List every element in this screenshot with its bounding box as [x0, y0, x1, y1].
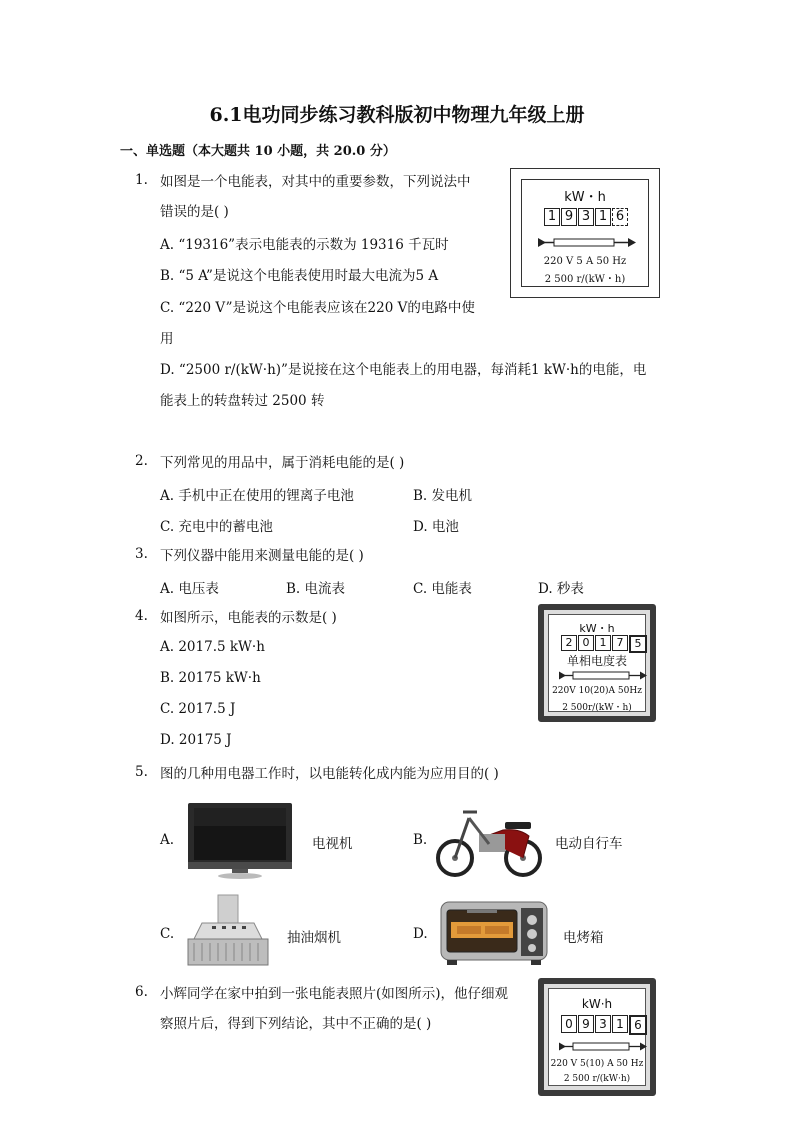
- option-d-cont: 能表上的转盘转过 2500 转: [160, 393, 325, 409]
- option-c-cont: 用: [160, 331, 174, 347]
- meter-spec: 220V 10(20)A 50Hz: [552, 686, 642, 696]
- question-number: 3.: [135, 546, 148, 562]
- option-a-label: 电视机: [312, 836, 353, 852]
- option-b: B. 电流表: [286, 581, 346, 597]
- question-stem: 下列仪器中能用来测量电能的是( ): [160, 548, 364, 564]
- meter-digit: 5: [629, 635, 647, 653]
- question-stem: 图的几种用电器工作时，以电能转化成内能为应用目的( ): [160, 766, 499, 782]
- electric-meter-figure: [538, 978, 656, 1096]
- meter-digit: 0: [561, 1015, 577, 1033]
- question-stem: 小辉同学在家中拍到一张电能表照片(如图所示)，他仔细观: [160, 986, 509, 1002]
- option-c: C. 2017.5 J: [160, 701, 236, 717]
- tv-icon: [184, 800, 296, 880]
- meter-name: 单相电度表: [566, 654, 627, 668]
- option-d: D. 秒表: [538, 581, 584, 597]
- meter-spec: 2 500 r/(kW·h): [563, 1074, 631, 1084]
- meter-spec: 2 500r/(kW・h): [562, 703, 632, 713]
- meter-spec: 220 V 5 A 50 Hz: [543, 256, 627, 267]
- meter-digit: 1: [544, 208, 560, 226]
- question-stem: 如图所示，电能表的示数是( ): [160, 610, 337, 626]
- meter-digit: 3: [578, 208, 594, 226]
- meter-digit: 2: [561, 635, 577, 651]
- option-a: A. 电压表: [160, 581, 219, 597]
- option-d: D. 20175 J: [160, 732, 232, 748]
- option-b: B. “5 A”是说这个电能表使用时最大电流为5 A: [160, 268, 439, 284]
- range-hood-icon: [182, 893, 274, 975]
- meter-digit: 3: [595, 1015, 611, 1033]
- option-d: D. “2500 r/(kW·h)”是说接在这个电能表上的用电器，每消耗1 kW·h的电能，电: [160, 362, 647, 378]
- question-stem: 察照片后，得到下列结论，其中不正确的是( ): [160, 1016, 432, 1032]
- option-c: C. 充电中的蓄电池: [160, 519, 273, 535]
- meter-digit: 1: [595, 635, 611, 651]
- meter-unit: kW·h: [581, 997, 613, 1011]
- option-b: B. 发电机: [413, 488, 473, 504]
- question-number: 5.: [135, 764, 148, 780]
- option-a: A. “19316”表示电能表的示数为 19316 千瓦时: [160, 237, 449, 253]
- option-a: A. 手机中正在使用的锂离子电池: [160, 488, 354, 504]
- option-d: D. 电池: [413, 519, 459, 535]
- question-stem: 错误的是( ): [160, 204, 229, 220]
- electric-meter-figure: [510, 168, 660, 298]
- meter-unit: kW・h: [564, 190, 606, 205]
- meter-digit: 6: [612, 208, 628, 226]
- page-title: 6.1电功同步练习教科版初中物理九年级上册: [209, 104, 585, 126]
- meter-digit: 9: [561, 208, 577, 226]
- option-b-label: 电动自行车: [555, 836, 623, 852]
- electric-bicycle-icon: [433, 800, 545, 880]
- question-stem: 下列常见的用品中，属于消耗电能的是( ): [160, 455, 405, 471]
- option-c-label: 抽油烟机: [287, 930, 341, 946]
- meter-digit: 7: [612, 635, 628, 651]
- question-number: 1.: [135, 172, 148, 188]
- disc-arrow-icon: [536, 236, 636, 250]
- question-number: 4.: [135, 608, 148, 624]
- meter-digit: 1: [595, 208, 611, 226]
- electric-meter-figure: [538, 604, 656, 722]
- question-number: 6.: [135, 984, 148, 1000]
- meter-spec: 2 500 r/(kW・h): [544, 274, 626, 285]
- electric-oven-icon: [437, 896, 551, 970]
- meter-spec: 220 V 5(10) A 50 Hz: [550, 1059, 644, 1069]
- option-c: C. 电能表: [413, 581, 472, 597]
- option-d-label: 电烤箱: [563, 930, 604, 946]
- disc-arrow-icon: [557, 1041, 647, 1053]
- option-d: D.: [413, 926, 428, 942]
- meter-unit: kW・h: [579, 622, 615, 635]
- option-b: B. 20175 kW·h: [160, 670, 261, 686]
- option-b: B.: [413, 832, 428, 848]
- option-a: A. 2017.5 kW·h: [160, 639, 265, 655]
- option-c: C.: [160, 926, 175, 942]
- option-a: A.: [160, 832, 175, 848]
- meter-digit: 1: [612, 1015, 628, 1033]
- meter-digit: 0: [578, 635, 594, 651]
- section-heading: 一、单选题（本大题共 10 小题，共 20.0 分）: [120, 144, 396, 159]
- option-c: C. “220 V”是说这个电能表应该在220 V的电路中使: [160, 300, 475, 316]
- meter-digit: 9: [578, 1015, 594, 1033]
- disc-arrow-icon: [557, 670, 647, 682]
- question-stem: 如图是一个电能表，对其中的重要参数，下列说法中: [160, 174, 471, 190]
- question-number: 2.: [135, 453, 148, 469]
- meter-digit: 6: [629, 1015, 647, 1035]
